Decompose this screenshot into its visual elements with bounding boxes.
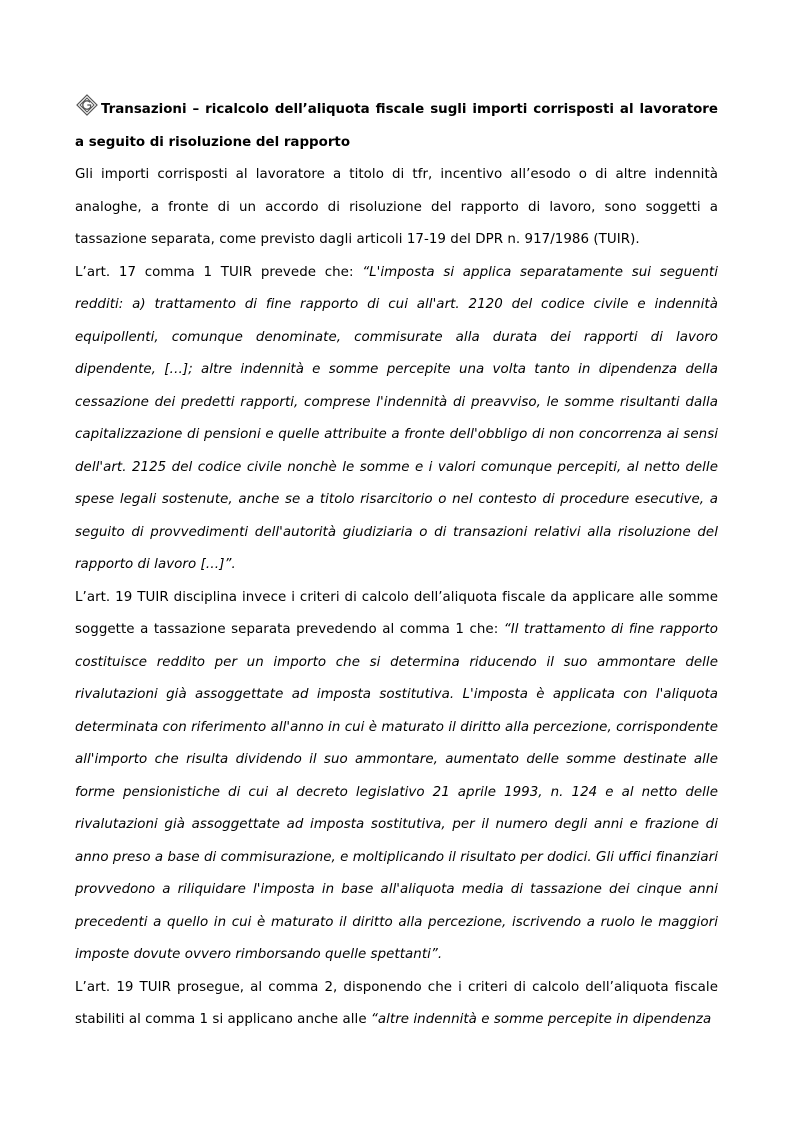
document-title: Transazioni – ricalcolo dell’aliquota fiscale sugli importi corrisposti al lavoratore a seguito di risoluzione del rapporto (75, 102, 718, 150)
paragraph-2-intro: L’art. 17 comma 1 TUIR prevede che: (75, 264, 363, 280)
paragraph-2 (75, 257, 718, 582)
paragraph-2-quote: “L'imposta si applica separatamente sui seguenti redditi: a) trattamento di fine rapporto di cui all'art. 2120 del codice civile e indennità equipollenti, comunque denominate, commisurate alla durata dei rapporti di lavoro dipendente, […]; altre indennità e somme percepite una volta tanto in dipendenza della cessazione dei predetti rapporti, comprese l'indennità di preavviso, le somme risultanti dalla capitalizzazione di pensioni e quelle attribuite a fronte dell'obbligo di non concorrenza ai sensi dell'art. 2125 del codice civile nonchè le somme e i valori comunque percepiti, al netto delle spese legali sostenute, anche se a titolo risarcitorio o nel contesto di procedure esecutive, a seguito di provvedimenti dell'autorità giudiziaria o di transazioni relativi alla risoluzione del rapporto di lavoro […]”. (75, 264, 718, 572)
paragraph-3-intro: L’art. 19 TUIR disciplina invece i criteri di calcolo dell’aliquota fiscale da applicare alle somme soggette a tassazione separata prevedendo al comma 1 che: (75, 589, 718, 637)
document-title-line (75, 94, 718, 159)
paragraph-4-intro: L’art. 19 TUIR prosegue, al comma 2, disponendo che i criteri di calcolo dell’aliquota fiscale stabiliti al comma 1 si applicano anche alle (75, 979, 718, 1027)
paragraph-3-quote: “Il trattamento di fine rapporto costituisce reddito per un importo che si determina riducendo il suo ammontare delle rivalutazioni già assoggettate ad imposta sostitutiva. L'imposta è applicata con l'aliquota determinata con riferimento all'anno in cui è maturato il diritto alla percezione, corrispondente all'importo che risulta dividendo il suo ammontare, aumentato delle somme destinate alle forme pensionistiche di cui al decreto legislativo 21 aprile 1993, n. 124 e al netto delle rivalutazioni già assoggettate ad imposta sostitutiva, per il numero degli anni e frazione di anno preso a base di commisurazione, e moltiplicando il risultato per dodici. Gli uffici finanziari provvedono a riliquidare l'imposta in base all'aliquota media di tassazione dei cinque anni precedenti a quello in cui è maturato il diritto alla percezione, iscrivendo a ruolo le maggiori imposte dovute ovvero rimborsando quelle spettanti”. (75, 622, 718, 962)
paragraph-4-quote: “altre indennità e somme percepite in dipendenza (370, 1012, 712, 1027)
diamond-g-logo-icon (76, 94, 98, 116)
document-page (75, 94, 718, 1037)
paragraph-1: Gli importi corrisposti al lavoratore a titolo di tfr, incentivo all’esodo o di altre indennità analoghe, a fronte di un accordo di risoluzione del rapporto di lavoro, sono soggetti a tassazione separata, come previsto dagli articoli 17-19 del DPR n. 917/1986 (TUIR). (75, 167, 718, 247)
paragraph-4 (75, 972, 718, 1037)
paragraph-3 (75, 582, 718, 972)
